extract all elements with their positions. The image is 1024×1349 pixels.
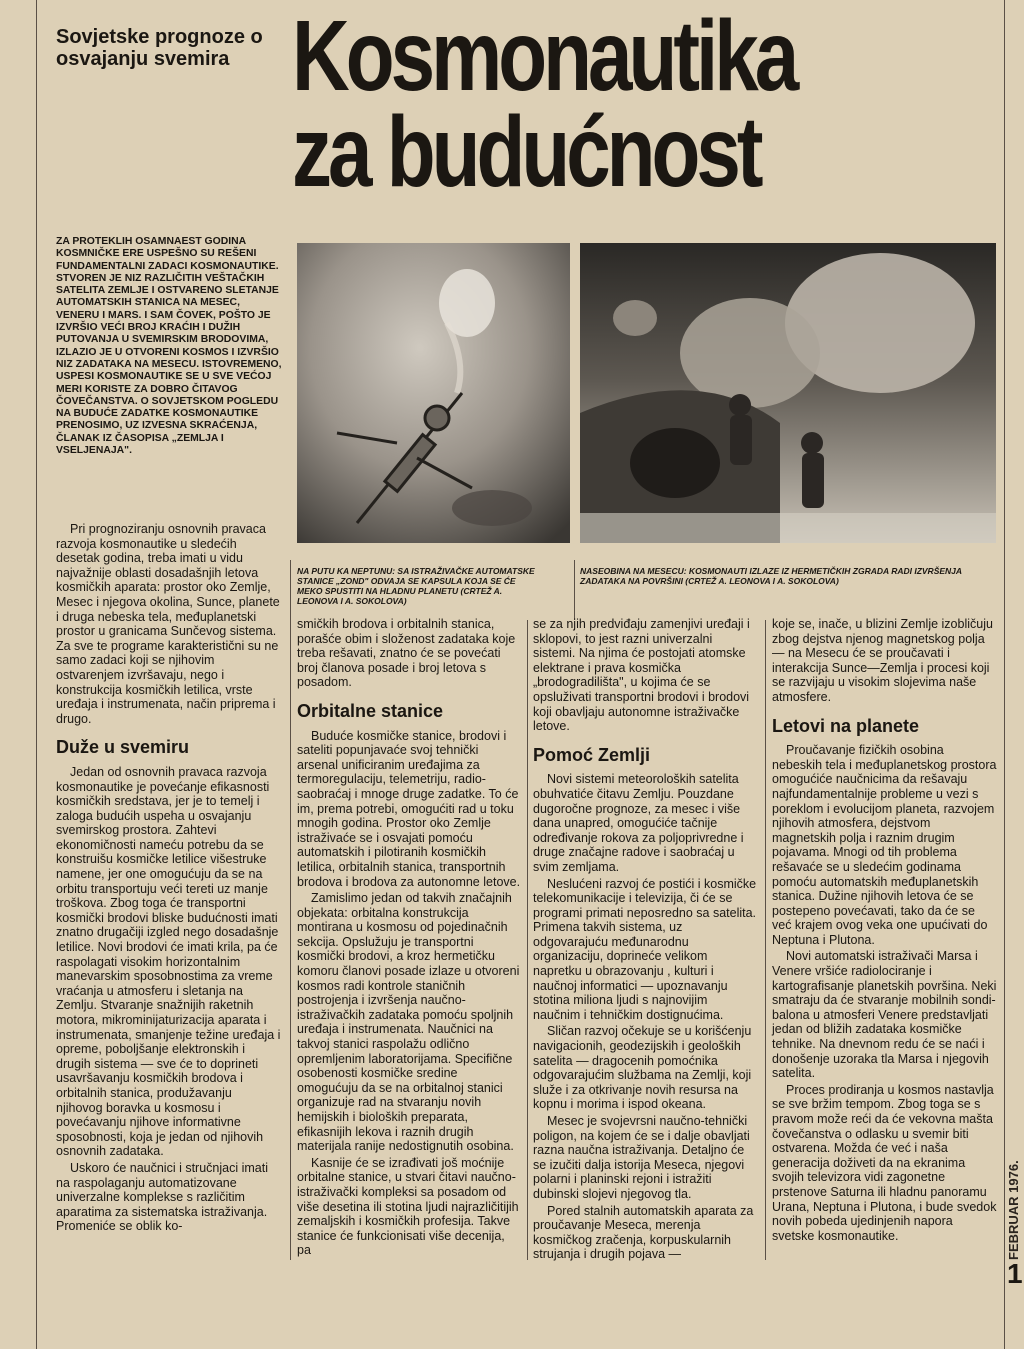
neptune-probe-drawing bbox=[297, 243, 570, 543]
article-column-4 bbox=[772, 617, 997, 1245]
page-number: 1 bbox=[1007, 1258, 1023, 1289]
caption-moon: NASEOBINA NA MESECU: KOSMONAUTI IZLAZE IZ HERMETIČKIH ZGRADA RADI IZVRŠENJA ZADATAKA NA POVRŠINI (CRTEŽ A. LEONOVA I A. SOKOLOVA) bbox=[580, 566, 962, 586]
paragraph: Novi sistemi meteoroloških satelita obuhvatiće čitavu Zemlju. Pouzdane dugoročne prognoze, za mesec i više dana unapred, omogućiće tačnije određivanje rokova za poljoprivredne i druge značajne radove i saobraćaj u svim zemljama. bbox=[533, 772, 744, 874]
caption-neptune: NA PUTU KA NEPTUNU: SA ISTRAŽIVAČKE AUTOMATSKE STANICE „ZOND" ODVAJA SE KAPSULA KOJA SE ĆE MEKO SPUSTITI NA HLADNU PLANETU (CRTEŽ A. LEONOVA I A. SOKOLOVA) bbox=[297, 566, 535, 606]
paragraph: Novi automatski istraživači Marsa i Venere vršiće radiolociranje i kartografisanje planetskih površina. Neki smatraju da će stvaranje mobilnih sondi-balona u atmosferi Venere predstavljati jedan od bližih zadataka kosmičke tehnike. Na dnevnom redu će se naći i donošenje uzoraka tla Marsa i njegovih satelita. bbox=[772, 949, 997, 1081]
paragraph: Kasnije će se izrađivati još moćnije orbitalne stanice, u stvari čitavi naučno-istraživački kompleksi sa posadom od više desetina ili stotina ljudi najrazličitijih zemaljskih i kosmičkih profesija. Takve stanice će funkcionisati više decenija, pa bbox=[297, 1155, 519, 1258]
left-frame-rule bbox=[36, 0, 37, 1349]
page-side-marker bbox=[1006, 1100, 1024, 1300]
right-frame-rule bbox=[1004, 0, 1005, 1349]
lead-paragraph: ZA PROTEKLIH OSAMNAEST GODINA KOSMNIČKE ERE USPEŠNO SU REŠENI FUNDAMENTALNI ZADACI KOSMONAUTIKE. STVOREN JE NIZ RAZLIČITIH VEŠTAČKIH SATELITA ZEMLJE I OSTVARENO SLETANJE AUTOMATSKIH STANICA NA MESEC, VENERU I MARS. I SAM ČOVEK, POŠTO JE IZVRŠIO VEĆI BROJ KRAĆIH I DUŽIH PUTOVANJA U SVEMIRSKIM BRODOVIMA, IZLAZIO JE U OTVORENI KOSMOS I IZVRŠIO NIZ ZADATAKA NA MESECU. ISTOVREMENO, USPESI KOSMONAUTIKE SE U SVE VEĆOJ MERI KORISTE ZA DOBRO ČITAVOG ČOVEČANSTVA. O SOVJETSKOM POGLEDU NA BUDUĆE ZADATKE KOSMONAUTIKE PRENOSIMO, UZ IZVESNA SKRAĆENJA, ČLANAK IZ ČASOPISA „ZEMLJA I VSELJENAJA". bbox=[56, 236, 282, 457]
neptune-probe-illustration bbox=[297, 243, 570, 543]
caption-rule bbox=[574, 560, 575, 620]
article-column-2 bbox=[297, 617, 522, 1260]
paragraph: Zamislimo jedan od takvih značajnih objekata: orbitalna konstrukcija montirana u kosmosu od pojedinačnih sekcija. Opslužuju je transportni kosmički brodovi, a kroz hermetičku komoru članovi posade izlaze u otvoreni kosmos radi kontrole staničnih postrojenja i izvršenja naučno-istraživačkih zadataka pomoću spoljnih uređaja i instrumenata. Naučnici na takvoj stanici raspolažu odlično opremljenim laboratorijama. Specifične osobenosti kosmičke sredine omogućuju da se na orbitalnoj stanici organizuje rad na stvaranju novih hemijskih i bioloških preparata, efikasnijih lekova i raznih drugih materijala ranije nedostignutih osobina. bbox=[297, 891, 520, 1154]
paragraph: Proučavanje fizičkih osobina nebeskih tela i međuplanetskog prostora omogućiće naučnicima da rešavaju najfundamentalnije probleme u vezi s poreklom i evolucijom planeta, razvojem njihovih atmosfera, dejstvom magnetskih polja i raznim drugim pojavama. Mnogi od tih problema rešavaće se u sledećim godinama pomoću automatskih međuplanetskih stanica. Dužine njihovih letova će se postepeno povećavati, tako da će se već krajem ovog veka one upućivati do Neptuna i Plutona. bbox=[772, 743, 997, 947]
paragraph: Proces prodiranja u kosmos nastavlja se sve bržim tempom. Zbog toga se s pravom može reći da će vekovna mašta čovečanstva o odlasku u svemir biti ostvarena. Možda će već i naša generacija doživeti da na ekranima svojih televizora vidi zagonetne prstenove Saturna ili hladnu panoramu Urana, Neptuna i Plutona, i bude svedok novih pobeda ujedinjenih napora svetske kosmonautike. bbox=[772, 1082, 997, 1243]
paragraph: Pored stalnih automatskih aparata za proučavanje Meseca, merenja kosmičkog zračenja, korpuskularnih strujanja i drugih pojava — bbox=[533, 1203, 754, 1262]
paragraph: se za njih predviđaju zamenjivi uređaji i sklopovi, to jest razni univerzalni sistemi. Na njima će postojati atomske elektrane i prava kosmička „brodogradilišta", u kojima će se opsluživati transportni brodovi i brodovi koji obavljaju autonomne istraživačke letove. bbox=[533, 617, 750, 734]
paragraph: Uskoro će naučnici i stručnjaci imati na raspolaganju automatizovane univerzalne komplekse s različitim aparatima za sistematska istraživanja. Promeniće se oblik ko- bbox=[56, 1160, 268, 1234]
paragraph: Mesec je svojevrsni naučno-tehnički poligon, na kojem će se i dalje obavljati razna naučna istraživanja. Detaljno će se izučiti dalja istorija Meseca, njegovi polarni i planinski rejoni i istražiti dubinski slojevi njegovog tla. bbox=[533, 1114, 750, 1201]
moon-settlement-drawing bbox=[580, 243, 996, 543]
paragraph: Buduće kosmičke stanice, brodovi i sateliti popunjavaće svoj tehnički arsenal unificiranim uređajima za termoregulaciju, telemetriju, radio-saobraćaj i mnoge druge zadatke. To će im, prema potrebi, omogućiti rad u toku mnogih godina. Prostor oko Zemlje istraživaće se i osvajati pomoću automatskih i pilotiranih kosmičkih letilica, orbitalnih stanica, transportnih brodova i brodova za autonomne letove. bbox=[297, 728, 521, 889]
paragraph: koje se, inače, u blizini Zemlje izobličuju zbog dejstva njenog magnetskog polja — na Mesecu će se proučavati i interakcija Sunce—Zemlja i procesi koji se razvijaju u visokim slojevima naše atmosfere. bbox=[772, 617, 993, 704]
headline-line-2: za budućnost bbox=[292, 96, 760, 208]
kicker-text: Sovjetske prognoze o osvajanju svemira bbox=[56, 26, 263, 70]
article-column-1 bbox=[56, 522, 281, 1236]
headline bbox=[292, 0, 796, 208]
section-heading-duze-u-svemiru: Duže u svemiru bbox=[56, 737, 190, 758]
article-column-3 bbox=[533, 617, 758, 1264]
paragraph: Pri prognoziranju osnovnih pravaca razvoja kosmonautike u sledećih desetak godina, treba imati u vidu najvažnije oblasti dosadašnjih letova kosmičkih aparata: prostor oko Zemlje, Mesec i njegova okolina, Sunce, planete i druga nebeska tela, međuplanetski prostor u granicama Sunčevog sistema. Za sve te programe karakteristični su ne samo zadaci koji se njihovim ostvarenjem izvršavaju, nego i konstrukcija kosmičkih letilica, vrste uređaja i instrumenata, način priprema i drugo. bbox=[56, 522, 280, 726]
paragraph: Jedan od osnovnih pravaca razvoja kosmonautike je povećanje efikasnosti kosmičkih sredstava, jer je to temelj i zaloga budućih uspeha u osvajanju svemirskog prostora. Zahtevi ekonomičnosti nameću potrebu da se konstruišu kosmičke letilice višestruke namene, jer one omogućuju da se na orbitu transportuju veći tereti uz manje troškova. Zbog toga će transportni kosmički brodovi bliske budućnosti imati znatno drugačiji izgled nego dosadašnje letilice. Novi brodovi će imati krila, pa će raspolagati visokim horizontalnim manevarskim sposobnostima za vreme vraćanja u atmosferu i sletanja na Zemlju. Stvaranje snažnijih raketnih motora, mikrominijaturizacija aparata i instrumenata, smanjenje težine uređaja i opreme, poboljšanje elektronskih i drugih sistema — sve će to doprineti usavršavanju kosmičkih brodova i orbitalnih stanica, produžavanju njihovog boravka u kosmosu i povećavanju njihove informativne sposobnosti, koja je jedan od njihovih osnovnih zadataka. bbox=[56, 764, 281, 1159]
paragraph: smičkih brodova i orbitalnih stanica, porašće obim i složenost zadataka koje treba rešavati, znatno će se povećati broj članova posade i broj letova s posadom. bbox=[297, 617, 516, 690]
column-rule bbox=[765, 620, 766, 1260]
paragraph: Sličan razvoj očekuje se u korišćenju navigacionih, geodezijskih i geoloških satelita — dragocenih pomoćnika odgovarajućim službama na Zemlji, koji služe i za otkrivanje novih resursa na kopnu i morima i ispod okeana. bbox=[533, 1024, 752, 1112]
section-heading-letovi-na-planete: Letovi na planete bbox=[772, 715, 920, 736]
paragraph: Neslućeni razvoj će postići i kosmičke telekomunikacije i televizija, či će se programi primati neposredno sa satelita. Primena takvih sistema, uz odgovarajuću međunarodnu organizaciju, doprineće velikom napretku u obrazovanju , kulturi i naučnoj informatici — upoznavanju stotina miliona ljudi s najnovijim naučnim i tehničkim dostignućima. bbox=[533, 876, 757, 1022]
column-rule bbox=[290, 620, 291, 1260]
column-rule bbox=[290, 560, 291, 620]
section-heading-pomoc-zemlji: Pomoć Zemlji bbox=[533, 744, 651, 765]
section-heading-orbitalne-stanice: Orbitalne stanice bbox=[297, 700, 444, 721]
headline-line-1: Kosmonautika bbox=[292, 0, 796, 112]
moon-settlement-illustration bbox=[580, 243, 996, 543]
issue-date: FEBRUAR 1976. bbox=[1006, 1160, 1021, 1260]
column-rule bbox=[527, 620, 528, 1260]
